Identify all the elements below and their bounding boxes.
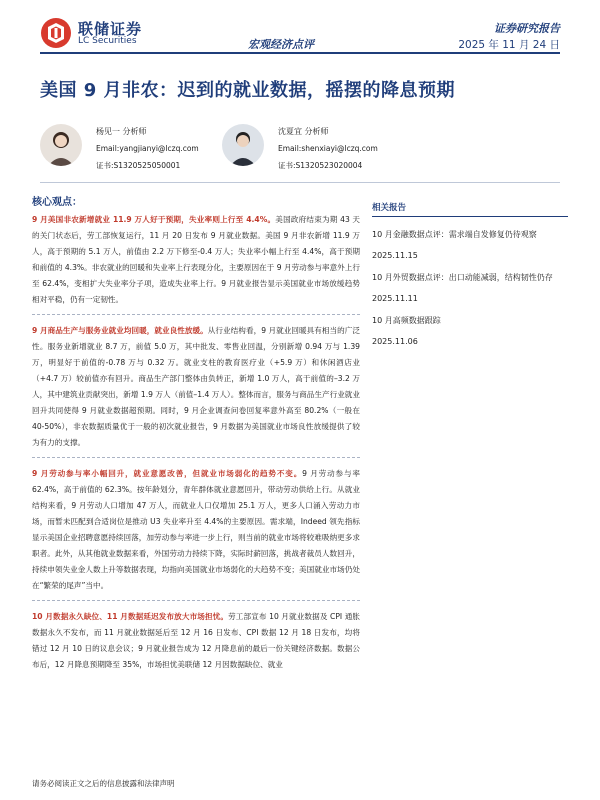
key-point-paragraph [32, 212, 360, 315]
related-report-date: 2025.11.11 [372, 294, 418, 303]
related-reports-section [372, 190, 568, 346]
key-point-highlight: 10 月数据永久缺位、11 月数据延迟发布放大市场担忧。 [32, 612, 229, 621]
analyst-name: 杨见一 分析师 [96, 127, 147, 136]
analyst-avatar [222, 124, 264, 166]
key-point-text: 从行业结构看，9 月就业回暖具有相当的广泛性。服务业新增就业 8.7 万，前值 5.0 万，其中批发、零售业回温，分别新增 0.94 万与 1.39 万，明显好于前值的-0.78 万与 0.32 万。就业支柱的教育医疗业（+5.9 万）和休闲酒店业（+4.7 万）较前值亦有回升。商品生产部门整体由负转正，新增 1.0 万人，高于前值的–3.2 万人，其中建筑业贡献突出，新增 1.9 万人（前值–1.4 万人）。整体而言，服务与商品生产行业就业回升共同使得 9 月就业数据超预期。同时，9 月企业调查问卷回复率意外高至 80.2%（一般在 40-50%），非农数据质量优于一般的初次就业报告，9 月数据为美国就业市场良性放缓提供了较为有力的支撑。 [32, 326, 360, 447]
header-divider [40, 52, 560, 54]
related-report-link[interactable]: 10 月金融数据点评：需求端自发修复仍待观察 [372, 230, 537, 239]
report-date: 2025 年 11 月 24 日 [458, 39, 560, 51]
related-report-link[interactable]: 10 月外贸数据点评：出口动能减弱，结构韧性仍存 [372, 273, 553, 282]
related-report-date: 2025.11.06 [372, 337, 418, 346]
key-point-paragraph [32, 466, 360, 601]
analyst-avatar [40, 124, 82, 166]
key-point-paragraph [32, 323, 360, 458]
key-point-highlight: 9 月劳动参与率小幅回升，就业意愿改善，但就业市场弱化的趋势不变。 [32, 469, 303, 478]
key-point-highlight: 9 月商品生产与服务业就业均回暖，就业良性放缓。 [32, 326, 208, 335]
disclaimer-footer: 请务必阅读正文之后的信息披露和法律声明 [32, 779, 175, 788]
analyst-email[interactable]: Email:shenxiayi@lczq.com [278, 144, 378, 153]
key-point-highlight: 9 月美国非农新增就业 11.9 万人好于预期，失业率则上行至 4.4%。 [32, 215, 276, 224]
brand-name-cn: 联储证券 [78, 20, 143, 38]
key-point-text: 美国政府结束为期 43 天的关门状态后，劳工部恢复运行，11 月 20 日发布 9 月就业数据。美国 9 月非农新增 11.9 万人，高于预期的 5.1 万人，前值由 2.2 万下修至-0.4 万人；失业率小幅上行至 4.4%，高于预期和前值的 4.3%。非农就业的回暖和失业率上行表现分化，主要原因在于 9 月劳动参与率意外上行至 62.4%，变相扩大失业率分子项，造成失业率上行。9 月就业报告显示美国就业市场放缓趋势相对平稳，仍有一定韧性。 [32, 215, 360, 304]
analyst-card [222, 124, 472, 174]
section-divider [40, 182, 560, 183]
related-report-link[interactable]: 10 月高频数据跟踪 [372, 316, 441, 325]
key-points-section [32, 190, 360, 687]
report-title: 美国 9 月非农：迟到的就业数据，摇摆的降息预期 [40, 80, 456, 101]
brand-name-en: LC Securities [78, 36, 137, 46]
key-points-title: 核心观点： [32, 197, 82, 208]
lc-logo-icon [40, 17, 72, 49]
analyst-cert: 证书:S1320523020004 [278, 161, 363, 170]
analyst-cert: 证书:S1320525050001 [96, 161, 181, 170]
report-header [0, 0, 600, 70]
report-type: 证券研究报告 [494, 22, 560, 35]
related-report-date: 2025.11.15 [372, 251, 418, 260]
report-category: 宏观经济点评 [248, 38, 314, 51]
key-point-paragraph [32, 609, 360, 679]
analyst-email[interactable]: Email:yangjianyi@lczq.com [96, 144, 199, 153]
key-point-text: 9 月劳动参与率 62.4%，高于前值的 62.3%。按年龄划分，青年群体就业意愿回升，带动劳动供给上行。从就业结构来看，9 月劳动人口增加 47 万人，而就业人口仅增加 25.1 万人，更多人口涌入劳动力市场，而暂未匹配到合适岗位是推动 U3 失业率升至 4.4%的主要原因。需求端，Indeed 领先指标显示美国企业招聘意愿持续回落，加劳动参与率进一步上行，则当前的就业市场将较难吸纳更多求职者。此外，从其他就业数据来看，外国劳动力持续下降，实际时薪回落，挑战者裁员人数回升，持续申领失业金人数上升等数据表现，均指向美国就业市场弱化的大趋势不变；美国就业市场仍处在“繁荣的尾声”当中。 [32, 469, 360, 590]
company-logo [40, 17, 150, 49]
key-point-text: 劳工部宣布 10 月就业数据及 CPI 通胀数据永久不发布，而 11 月就业数据延后至 12 月 16 日发布、CPI 数据 12 月 18 日发布，均将错过 12 月 10 日的议息会议；9 月就业报告成为 12 月降息前的最后一份关键经济数据。数据公布后，12 月降息预期降至 35%，市场担忧美联储 12 月因数据缺位、就业 [32, 612, 360, 669]
related-reports-title: 相关报告 [372, 201, 568, 217]
analyst-name: 沈夏宜 分析师 [278, 127, 329, 136]
